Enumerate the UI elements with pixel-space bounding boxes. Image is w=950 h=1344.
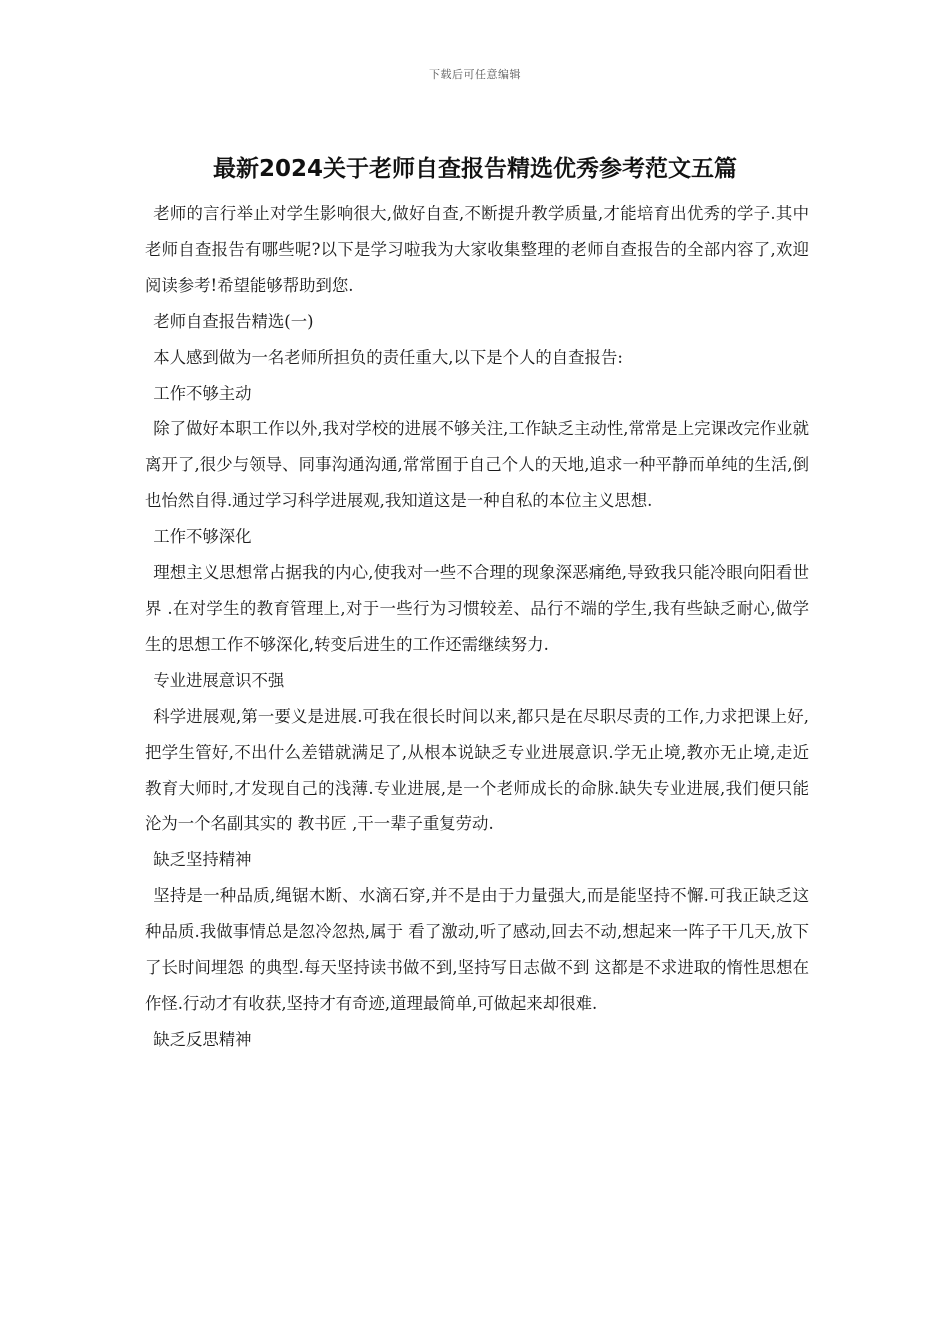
intro-paragraph: 老师的言行举止对学生影响很大,做好自查,不断提升教学质量,才能培育出优秀的学子.其中老师自查报告有哪些呢?以下是学习啦我为大家收集整理的老师自查报告的全部内容了,欢迎阅读参考!希望能够帮助到您.	[145, 204, 809, 295]
section-heading: 缺乏坚持精神	[153, 850, 252, 870]
section-heading: 工作不够深化	[153, 527, 252, 547]
section-heading: 专业进展意识不强	[153, 670, 285, 690]
document-title: 最新2024关于老师自查报告精选优秀参考范文五篇	[212, 156, 737, 182]
section-heading: 缺乏反思精神	[153, 1029, 252, 1049]
body-paragraph: 坚持是一种品质,绳锯木断、水滴石穿,并不是由于力量强大,而是能坚持不懈.可我正缺乏这种品质.我做事情总是忽冷忽热,属于 看了激动,听了感动,回去不动,想起来一阵子干几天,放下了长时间埋怨 的典型.每天坚持读书做不到,坚持写日志做不到 这都是不求进取的惰性思想在作怪.行动才有收获,坚持才有奇迹,道理最简单,可做起来却很难.	[145, 886, 809, 1013]
body-paragraph: 科学进展观,第一要义是进展.可我在很长时间以来,都只是在尽职尽责的工作,力求把课上好,把学生管好,不出什么差错就满足了,从根本说缺乏专业进展意识.学无止境,教亦无止境,走近教育大师时,才发现自己的浅薄.专业进展,是一个老师成长的命脉.缺失专业进展,我们便只能沦为一个名副其实的 教书匠 ,干一辈子重复劳动.	[145, 706, 809, 834]
section-heading: 老师自查报告精选(一)	[153, 311, 314, 331]
body-paragraph: 除了做好本职工作以外,我对学校的进展不够关注,工作缺乏主动性,常常是上完课改完作业就离开了,很少与领导、同事沟通沟通,常常囿于自己个人的天地,追求一种平静而单纯的生活,倒也怡然自得.通过学习科学进展观,我知道这是一种自私的本位主义思想.	[145, 419, 809, 511]
section-heading: 工作不够主动	[153, 383, 252, 403]
body-paragraph: 本人感到做为一名老师所担负的责任重大,以下是个人的自查报告:	[153, 347, 623, 367]
header-note: 下载后可任意编辑	[429, 68, 521, 81]
document-body	[145, 196, 809, 1058]
body-paragraph: 理想主义思想常占据我的内心,使我对一些不合理的现象深恶痛绝,导致我只能冷眼向阳看世界 .在对学生的教育管理上,对于一些行为习惯较差、品行不端的学生,我有些缺乏耐心,做学生的思想工作不够深化,转变后进生的工作还需继续努力.	[145, 563, 809, 654]
